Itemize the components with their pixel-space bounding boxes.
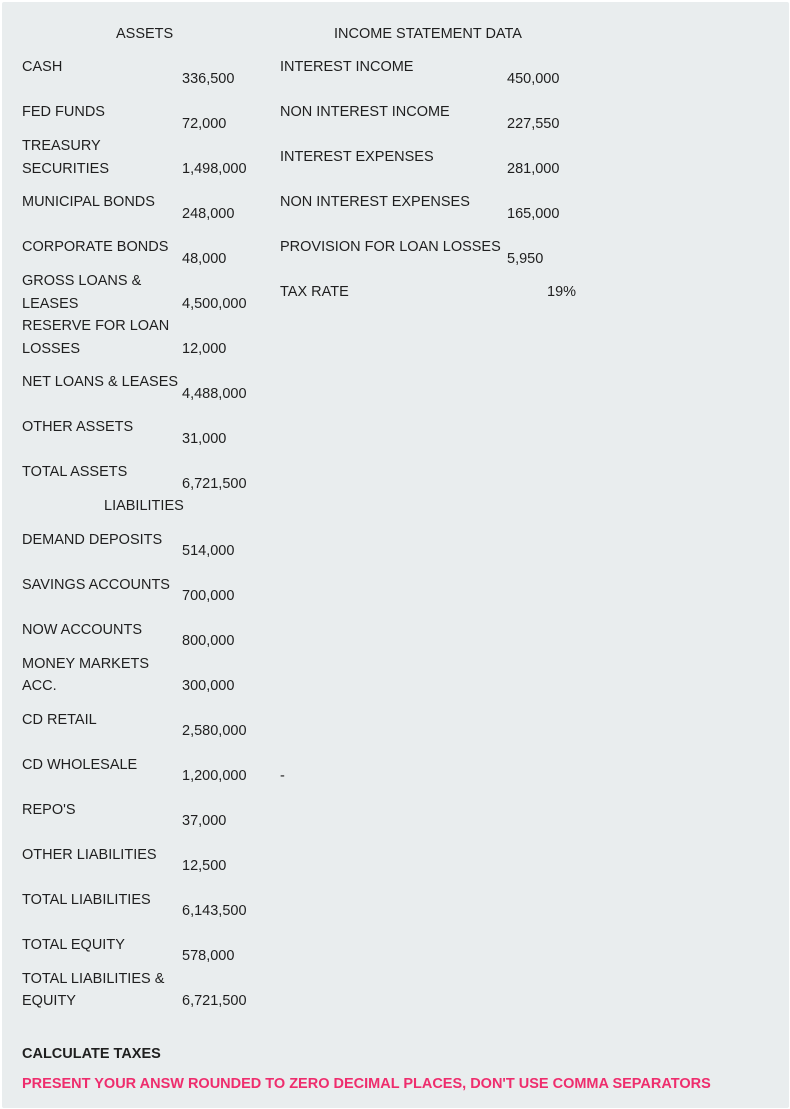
asset-value-municipal: 248,000 [182,206,235,222]
asset-label-treasury: TREASURY [22,138,101,154]
liab-label-other: OTHER LIABILITIES [22,847,157,863]
asset-value-fed-funds: 72,000 [182,116,227,132]
income-value-non-interest-expenses: 165,000 [507,206,560,222]
asset-label-gross-loans: GROSS LOANS & [22,273,142,289]
asset-value-other: 31,000 [182,431,227,447]
income-value-interest-income: 450,000 [507,71,560,87]
liab-label-cd-wholesale: CD WHOLESALE [22,757,138,773]
income-header: INCOME STATEMENT DATA [334,26,522,42]
liab-label-cd-retail: CD RETAIL [22,712,97,728]
liab-equity-label: TOTAL LIABILITIES & [22,971,165,987]
asset-value-total: 6,721,500 [182,476,247,492]
asset-label-reserve-2: LOSSES [22,341,81,357]
liab-label-money-markets-2: ACC. [22,678,57,694]
income-value-non-interest-income: 227,550 [507,116,560,132]
liab-value-demand: 514,000 [182,543,235,559]
equity-value-total: 578,000 [182,948,235,964]
tax-rate-value: 19% [547,284,577,300]
liab-equity-value: 6,721,500 [182,993,247,1009]
tax-rate-label: TAX RATE [280,284,349,300]
asset-label-other: OTHER ASSETS [22,419,134,435]
liabilities-header: LIABILITIES [104,498,184,514]
liab-value-cd-wholesale: 1,200,000 [182,768,247,784]
liab-value-cd-retail: 2,580,000 [182,723,247,739]
equity-label-total: TOTAL EQUITY [22,937,125,953]
asset-value-treasury: 1,498,000 [182,161,247,177]
asset-label-treasury-2: SECURITIES [22,161,110,177]
asset-value-net-loans: 4,488,000 [182,386,247,402]
asset-label-net-loans: NET LOANS & LEASES [22,374,179,390]
liab-label-total: TOTAL LIABILITIES [22,892,151,908]
liab-value-now: 800,000 [182,633,235,649]
liab-equity-label-2: EQUITY [22,993,76,1009]
income-label-provision: PROVISION FOR LOAN LOSSES [280,239,501,255]
income-label-interest-income: INTEREST INCOME [280,59,414,75]
liab-value-other: 12,500 [182,858,227,874]
asset-label-cash: CASH [22,59,63,75]
liab-label-repo: REPO'S [22,802,76,818]
asset-label-total: TOTAL ASSETS [22,464,128,480]
asset-label-fed-funds: FED FUNDS [22,104,105,120]
asset-value-cash: 336,500 [182,71,235,87]
liab-value-money-markets: 300,000 [182,678,235,694]
asset-label-municipal: MUNICIPAL BONDS [22,194,155,210]
asset-label-gross-loans-2: LEASES [22,296,79,312]
asset-label-corporate: CORPORATE BONDS [22,239,169,255]
dash-mark: - [280,768,285,784]
liab-label-demand: DEMAND DEPOSITS [22,532,163,548]
liab-value-total: 6,143,500 [182,903,247,919]
liab-value-repo: 37,000 [182,813,227,829]
asset-value-corporate: 48,000 [182,251,227,267]
question-instruction: PRESENT YOUR ANSW ROUNDED TO ZERO DECIMAL PLACES, DON'T USE COMMA SEPARATORS [22,1076,711,1092]
income-value-interest-expenses: 281,000 [507,161,560,177]
income-label-interest-expenses: INTEREST EXPENSES [280,149,434,165]
income-value-provision: 5,950 [507,251,544,267]
asset-label-reserve: RESERVE FOR LOAN [22,318,170,334]
question-panel [2,2,789,1108]
liab-label-money-markets: MONEY MARKETS [22,656,150,672]
question-title: CALCULATE TAXES [22,1046,161,1062]
assets-header: ASSETS [116,26,174,42]
liab-label-now: NOW ACCOUNTS [22,622,143,638]
income-label-non-interest-income: NON INTEREST INCOME [280,104,450,120]
liab-value-savings: 700,000 [182,588,235,604]
asset-value-gross-loans: 4,500,000 [182,296,247,312]
liab-label-savings: SAVINGS ACCOUNTS [22,577,170,593]
asset-value-reserve: 12,000 [182,341,227,357]
income-label-non-interest-expenses: NON INTEREST EXPENSES [280,194,470,210]
